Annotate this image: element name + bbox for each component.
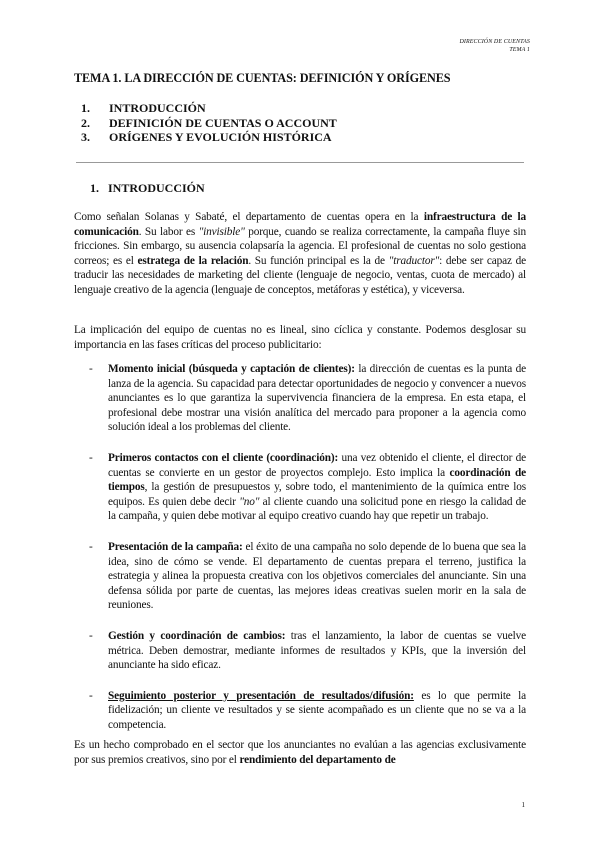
header-topic: TEMA 1 bbox=[509, 47, 530, 53]
list-item bbox=[89, 451, 526, 524]
bold-term: infraestructura de la comunicación bbox=[74, 211, 526, 238]
item-text: al cliente cuando una solicitud pone en riesgo la calidad de la campaña, y quien debe motivar al equipo creativo cuando hay que repetir un trabajo. bbox=[108, 495, 526, 523]
bullet-dash: - bbox=[89, 689, 93, 702]
bold-term: coordinación de tiempos bbox=[108, 466, 526, 494]
toc-item bbox=[81, 116, 337, 131]
page-number: 1 bbox=[521, 801, 525, 809]
intro-paragraph bbox=[74, 210, 526, 298]
text-run: Como señalan Solanas y Sabaté, el departamento de cuentas opera en la bbox=[74, 211, 424, 223]
toc-label: DEFINICIÓN DE CUENTAS O ACCOUNT bbox=[109, 115, 337, 130]
text-run: : debe ser capaz de traducir las necesidades de marketing del cliente (lenguaje de negocio, ventas, cuota de mercado) al lenguaje creativo de la agencia (lenguaje de conceptos, metáforas y estética), y viceversa. bbox=[74, 254, 527, 296]
section-heading bbox=[90, 181, 205, 196]
item-text: una vez obtenido el cliente, el director de cuentas se convierte en un gestor de proyectos complejo. Esto implica la bbox=[108, 451, 526, 479]
bullet-dash: - bbox=[89, 540, 93, 553]
section-number: 1. bbox=[90, 181, 99, 195]
item-heading: Gestión y coordinación de cambios: bbox=[108, 629, 286, 642]
item-heading: Momento inicial (búsqueda y captación de clientes): bbox=[108, 363, 355, 375]
closing-paragraph bbox=[74, 738, 526, 767]
document-title: TEMA 1. LA DIRECCIÓN DE CUENTAS: DEFINICIÓN Y ORÍGENES bbox=[74, 71, 451, 85]
text-run: . Su función principal es la de bbox=[248, 254, 389, 267]
item-heading: Seguimiento posterior y presentación de resultados/difusión: bbox=[108, 689, 414, 702]
bullet-dash: - bbox=[89, 451, 93, 464]
item-text: tras el lanzamiento, la labor de cuentas se vuelve métrica. Deben demostrar, mediante informes de resultados y KPIs, que la inversión del anunciante ha sido eficaz. bbox=[108, 629, 526, 672]
italic-term: "invisible" bbox=[198, 225, 245, 238]
header-course: DIRECCIÓN DE CUENTAS bbox=[459, 39, 530, 45]
toc-number: 3. bbox=[81, 130, 90, 144]
item-heading: Primeros contactos con el cliente (coordinación): bbox=[108, 451, 339, 464]
list-item bbox=[89, 362, 526, 435]
section-title: INTRODUCCIÓN bbox=[108, 181, 205, 195]
text-run: porque, cuando se realiza correctamente, la campaña fluye sin fricciones. Sin embargo, su ausencia colapsaría la agencia. El profesional de cuentas no solo gestiona correos; es el bbox=[74, 225, 526, 267]
list-item bbox=[89, 629, 526, 673]
bold-term: rendimiento del departamento de bbox=[239, 753, 396, 766]
item-text: el éxito de una campaña no solo depende de lo buena que sea la idea, sino de cómo se vende. El departamento de cuentas prepara el terreno, justifica la estrategia y alinea la propuesta creativa con los objetivos comerciales del anunciante. Sin una defensa sólida por parte de cuentas, las mejores ideas creativas suelen morir en la sala de reuniones. bbox=[108, 540, 526, 612]
toc-item bbox=[81, 130, 337, 145]
bold-term: estratega de la relación bbox=[137, 254, 249, 267]
item-text: , la gestión de presupuestos y, sobre todo, el mantenimiento de la química entre los equipos. Es quien debe decir bbox=[108, 481, 526, 508]
list-item bbox=[89, 689, 526, 733]
italic-term: "no" bbox=[239, 495, 260, 508]
bullet-dash: - bbox=[89, 629, 93, 642]
item-heading: Presentación de la campaña: bbox=[108, 540, 243, 553]
process-paragraph: La implicación del equipo de cuentas no es lineal, sino cíclica y constante. Podemos desglosar su importancia en las fases críticas del proceso publicitario: bbox=[74, 324, 526, 351]
table-of-contents bbox=[81, 101, 337, 145]
toc-label: INTRODUCCIÓN bbox=[109, 101, 206, 115]
bullet-dash: - bbox=[89, 363, 93, 375]
item-text: es lo que permite la fidelización; un cliente ve resultados y se siente acompañado es un cliente que no se va a la competencia. bbox=[108, 689, 526, 731]
toc-number: 2. bbox=[81, 115, 90, 130]
toc-number: 1. bbox=[81, 101, 90, 115]
text-run: Es un hecho comprobado en el sector que los anunciantes no evalúan a las agencias exclusivamente por sus premios creativos, sino por el bbox=[74, 739, 526, 766]
toc-label: ORÍGENES Y EVOLUCIÓN HISTÓRICA bbox=[109, 130, 332, 144]
list-item bbox=[89, 540, 526, 613]
item-text: la dirección de cuentas es la punta de lanza de la agencia. Su capacidad para detectar oportunidades de negocio y convencer a nuevos anunciantes es lo que garantiza la supervivencia financiera de la empresa. En esta etapa, el profesional debe mostrar una visión analítica del mercado para proponer a la agencia como solución ideal a los problemas del cliente. bbox=[108, 363, 526, 434]
italic-term: "traductor" bbox=[388, 254, 440, 267]
toc-item bbox=[81, 101, 337, 116]
horizontal-divider bbox=[76, 162, 524, 163]
text-run: . Su labor es bbox=[138, 225, 199, 238]
phase-list bbox=[89, 362, 526, 732]
running-header bbox=[459, 38, 530, 54]
